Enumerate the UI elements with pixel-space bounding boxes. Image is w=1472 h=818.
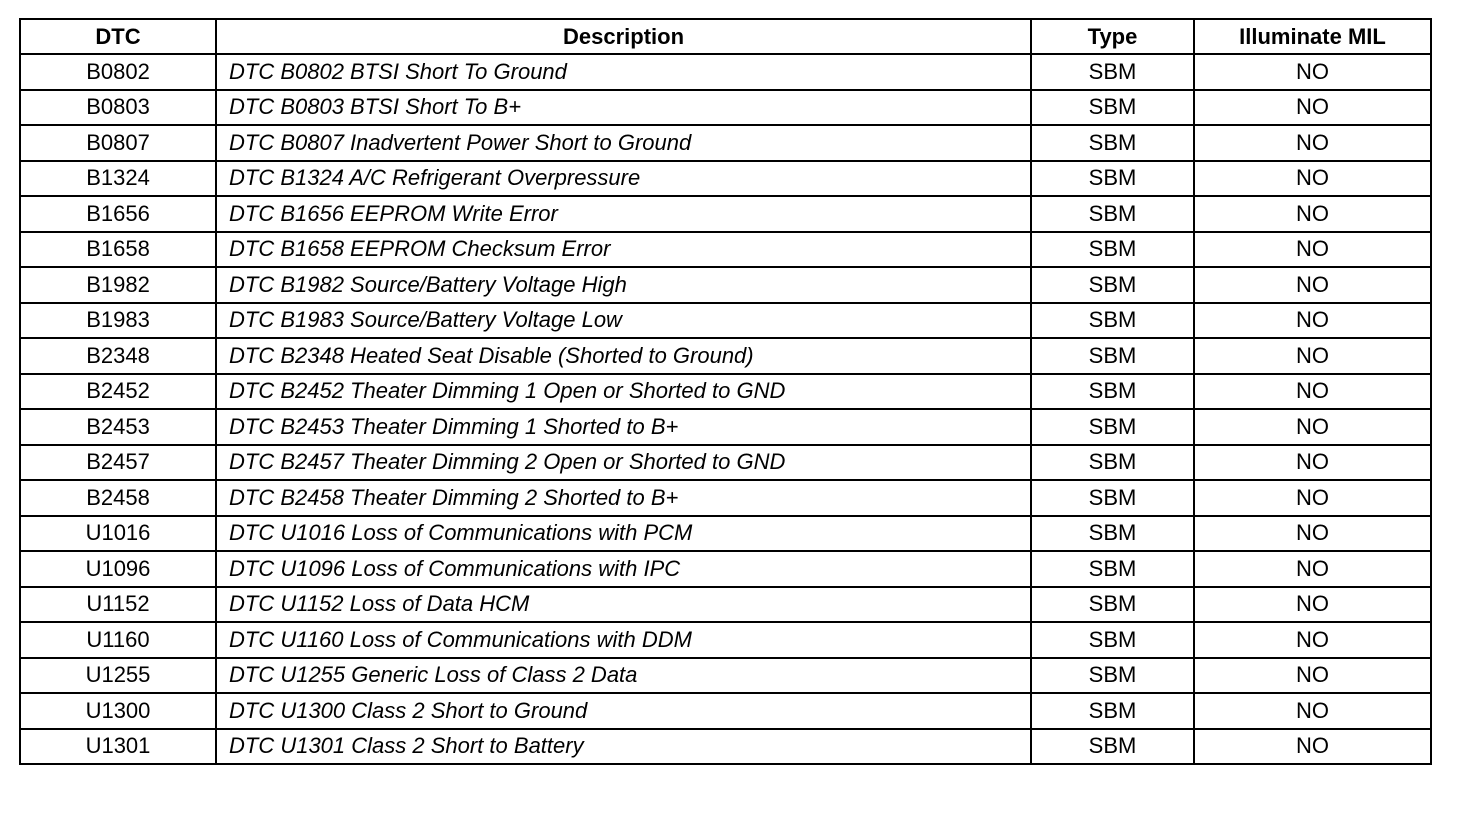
cell-illuminate-mil: NO	[1194, 480, 1431, 516]
table-row	[20, 374, 1431, 410]
cell-description: DTC B1658 EEPROM Checksum Error	[216, 232, 1031, 268]
cell-description: DTC U1255 Generic Loss of Class 2 Data	[216, 658, 1031, 694]
cell-description: DTC B2452 Theater Dimming 1 Open or Shorted to GND	[216, 374, 1031, 410]
cell-description: DTC U1016 Loss of Communications with PCM	[216, 516, 1031, 552]
cell-description: DTC B2457 Theater Dimming 2 Open or Shorted to GND	[216, 445, 1031, 481]
cell-description: DTC B1656 EEPROM Write Error	[216, 196, 1031, 232]
cell-description: DTC U1152 Loss of Data HCM	[216, 587, 1031, 623]
cell-type: SBM	[1031, 232, 1194, 268]
cell-illuminate-mil: NO	[1194, 409, 1431, 445]
cell-dtc: B2453	[20, 409, 216, 445]
cell-type: SBM	[1031, 338, 1194, 374]
cell-type: SBM	[1031, 90, 1194, 126]
cell-type: SBM	[1031, 693, 1194, 729]
table-row	[20, 303, 1431, 339]
table-row	[20, 693, 1431, 729]
cell-type: SBM	[1031, 551, 1194, 587]
cell-illuminate-mil: NO	[1194, 232, 1431, 268]
cell-description: DTC U1096 Loss of Communications with IPC	[216, 551, 1031, 587]
cell-illuminate-mil: NO	[1194, 161, 1431, 197]
cell-type: SBM	[1031, 480, 1194, 516]
table-row	[20, 90, 1431, 126]
cell-dtc: U1255	[20, 658, 216, 694]
table-row	[20, 516, 1431, 552]
cell-illuminate-mil: NO	[1194, 374, 1431, 410]
cell-dtc: B1324	[20, 161, 216, 197]
table-row	[20, 267, 1431, 303]
cell-type: SBM	[1031, 54, 1194, 90]
cell-type: SBM	[1031, 409, 1194, 445]
table-body	[20, 54, 1431, 764]
cell-type: SBM	[1031, 445, 1194, 481]
cell-type: SBM	[1031, 729, 1194, 765]
cell-type: SBM	[1031, 658, 1194, 694]
cell-type: SBM	[1031, 374, 1194, 410]
table-row	[20, 161, 1431, 197]
table-row	[20, 622, 1431, 658]
header-row	[20, 19, 1431, 54]
cell-illuminate-mil: NO	[1194, 338, 1431, 374]
cell-dtc: B2452	[20, 374, 216, 410]
header-type: Type	[1031, 19, 1194, 54]
cell-dtc: B1658	[20, 232, 216, 268]
table-row	[20, 587, 1431, 623]
cell-illuminate-mil: NO	[1194, 90, 1431, 126]
cell-type: SBM	[1031, 161, 1194, 197]
cell-dtc: B0803	[20, 90, 216, 126]
header-dtc: DTC	[20, 19, 216, 54]
cell-description: DTC U1300 Class 2 Short to Ground	[216, 693, 1031, 729]
cell-description: DTC B0802 BTSI Short To Ground	[216, 54, 1031, 90]
table-row	[20, 196, 1431, 232]
cell-dtc: U1096	[20, 551, 216, 587]
table-row	[20, 338, 1431, 374]
cell-description: DTC U1160 Loss of Communications with DDM	[216, 622, 1031, 658]
cell-dtc: U1152	[20, 587, 216, 623]
cell-dtc: B2457	[20, 445, 216, 481]
table-row	[20, 445, 1431, 481]
cell-description: DTC U1301 Class 2 Short to Battery	[216, 729, 1031, 765]
cell-illuminate-mil: NO	[1194, 54, 1431, 90]
header-description: Description	[216, 19, 1031, 54]
cell-illuminate-mil: NO	[1194, 551, 1431, 587]
cell-illuminate-mil: NO	[1194, 693, 1431, 729]
table-row	[20, 409, 1431, 445]
cell-dtc: B2458	[20, 480, 216, 516]
cell-description: DTC B0807 Inadvertent Power Short to Ground	[216, 125, 1031, 161]
cell-dtc: U1160	[20, 622, 216, 658]
cell-dtc: B2348	[20, 338, 216, 374]
cell-type: SBM	[1031, 303, 1194, 339]
cell-dtc: U1301	[20, 729, 216, 765]
cell-illuminate-mil: NO	[1194, 445, 1431, 481]
cell-type: SBM	[1031, 622, 1194, 658]
cell-description: DTC B2453 Theater Dimming 1 Shorted to B+	[216, 409, 1031, 445]
table-row	[20, 54, 1431, 90]
cell-type: SBM	[1031, 587, 1194, 623]
cell-type: SBM	[1031, 516, 1194, 552]
cell-illuminate-mil: NO	[1194, 125, 1431, 161]
cell-dtc: B1982	[20, 267, 216, 303]
cell-type: SBM	[1031, 125, 1194, 161]
cell-type: SBM	[1031, 267, 1194, 303]
table-row	[20, 232, 1431, 268]
cell-description: DTC B1324 A/C Refrigerant Overpressure	[216, 161, 1031, 197]
cell-illuminate-mil: NO	[1194, 729, 1431, 765]
dtc-table	[19, 18, 1432, 765]
table-row	[20, 729, 1431, 765]
cell-description: DTC B1982 Source/Battery Voltage High	[216, 267, 1031, 303]
cell-illuminate-mil: NO	[1194, 622, 1431, 658]
table-row	[20, 551, 1431, 587]
cell-description: DTC B0803 BTSI Short To B+	[216, 90, 1031, 126]
cell-dtc: B0807	[20, 125, 216, 161]
table-row	[20, 658, 1431, 694]
cell-description: DTC B1983 Source/Battery Voltage Low	[216, 303, 1031, 339]
cell-dtc: B1656	[20, 196, 216, 232]
cell-illuminate-mil: NO	[1194, 267, 1431, 303]
table-row	[20, 480, 1431, 516]
cell-dtc: B1983	[20, 303, 216, 339]
cell-illuminate-mil: NO	[1194, 587, 1431, 623]
cell-description: DTC B2348 Heated Seat Disable (Shorted to Ground)	[216, 338, 1031, 374]
header-illuminate-mil: Illuminate MIL	[1194, 19, 1431, 54]
cell-description: DTC B2458 Theater Dimming 2 Shorted to B+	[216, 480, 1031, 516]
cell-dtc: B0802	[20, 54, 216, 90]
cell-illuminate-mil: NO	[1194, 516, 1431, 552]
cell-illuminate-mil: NO	[1194, 196, 1431, 232]
table-row	[20, 125, 1431, 161]
cell-type: SBM	[1031, 196, 1194, 232]
cell-dtc: U1300	[20, 693, 216, 729]
cell-dtc: U1016	[20, 516, 216, 552]
cell-illuminate-mil: NO	[1194, 303, 1431, 339]
cell-illuminate-mil: NO	[1194, 658, 1431, 694]
